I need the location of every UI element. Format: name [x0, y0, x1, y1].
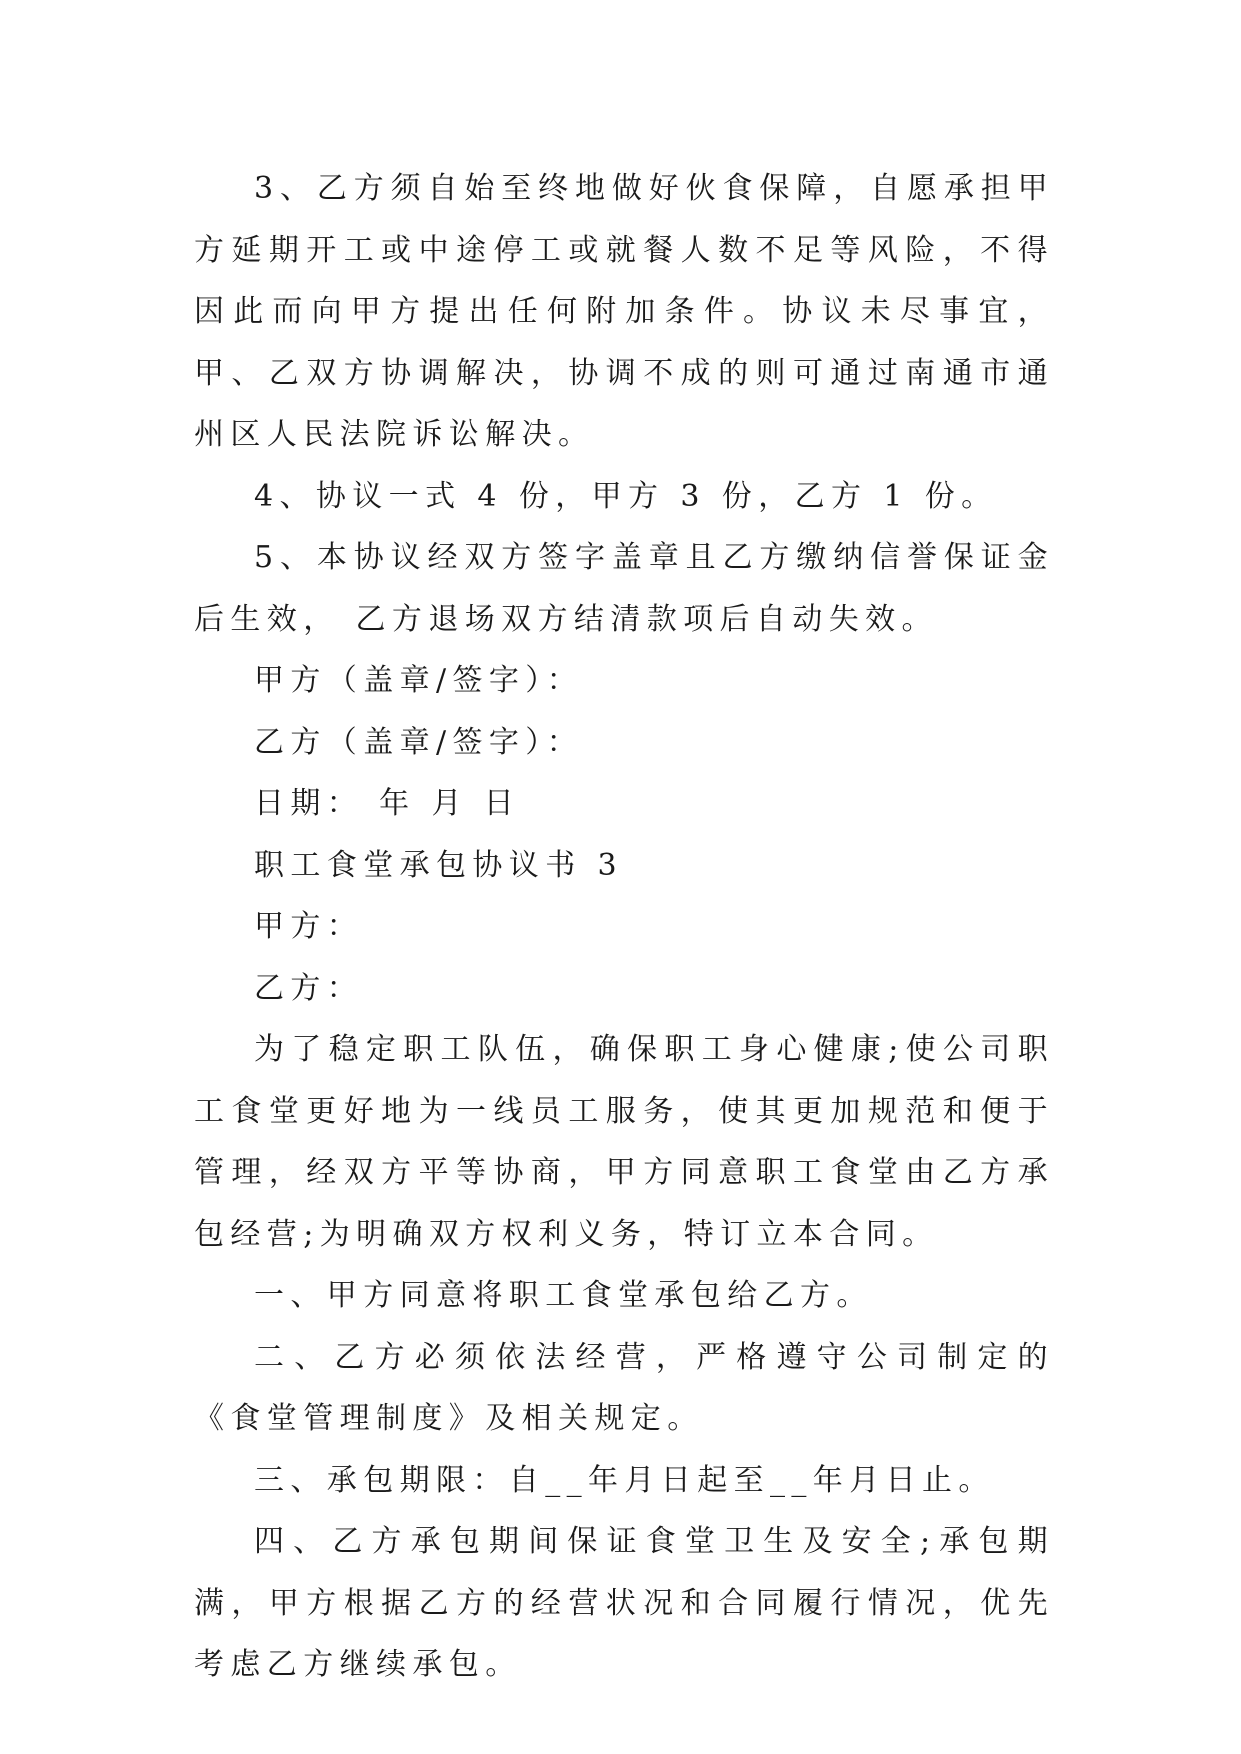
preamble-paragraph: 为了稳定职工队伍，确保职工身心健康;使公司职工食堂更好地为一线员工服务，使其更加规范和便于管理，经双方平等协商，甲方同意职工食堂由乙方承包经营;为明确双方权利义务，特订立本合同。: [194, 1032, 1054, 1252]
clause-5-paragraph: 5、本协议经双方签字盖章且乙方缴纳信誉保证金后生效， 乙方退场双方结清款项后自动失效。: [194, 540, 1054, 637]
party-a-line: 甲方：: [254, 909, 364, 944]
article-3-paragraph: 三、承包期限：自__年月日起至__年月日止。: [254, 1462, 995, 1498]
party-b-line: 乙方：: [254, 970, 364, 1006]
date-line: 日期： 年 月 日: [254, 786, 521, 821]
agreement-title: 职工食堂承包协议书 3: [254, 847, 624, 883]
clause-4-paragraph: 4、协议一式 4 份，甲方 3 份，乙方 1 份。: [254, 478, 998, 514]
article-4-paragraph: 四、乙方承包期间保证食堂卫生及安全;承包期满，甲方根据乙方的经营状况和合同履行情况，优先考虑乙方继续承包。: [194, 1524, 1054, 1682]
party-b-signature-line: 乙方（盖章/签字）：: [254, 724, 584, 760]
party-a-signature-line: 甲方（盖章/签字）：: [254, 663, 584, 698]
article-1-paragraph: 一、甲方同意将职工食堂承包给乙方。: [254, 1278, 873, 1313]
document-page: [194, 158, 1054, 1696]
clause-3-paragraph: 3、乙方须自始至终地做好伙食保障，自愿承担甲方延期开工或中途停工或就餐人数不足等风险，不得因此而向甲方提出任何附加条件。协议未尽事宜，甲、乙双方协调解决，协调不成的则可通过南通市通州区人民法院诉讼解决。: [194, 171, 1054, 452]
article-2-paragraph: 二、乙方必须依法经营，严格遵守公司制定的《食堂管理制度》及相关规定。: [194, 1339, 1054, 1436]
